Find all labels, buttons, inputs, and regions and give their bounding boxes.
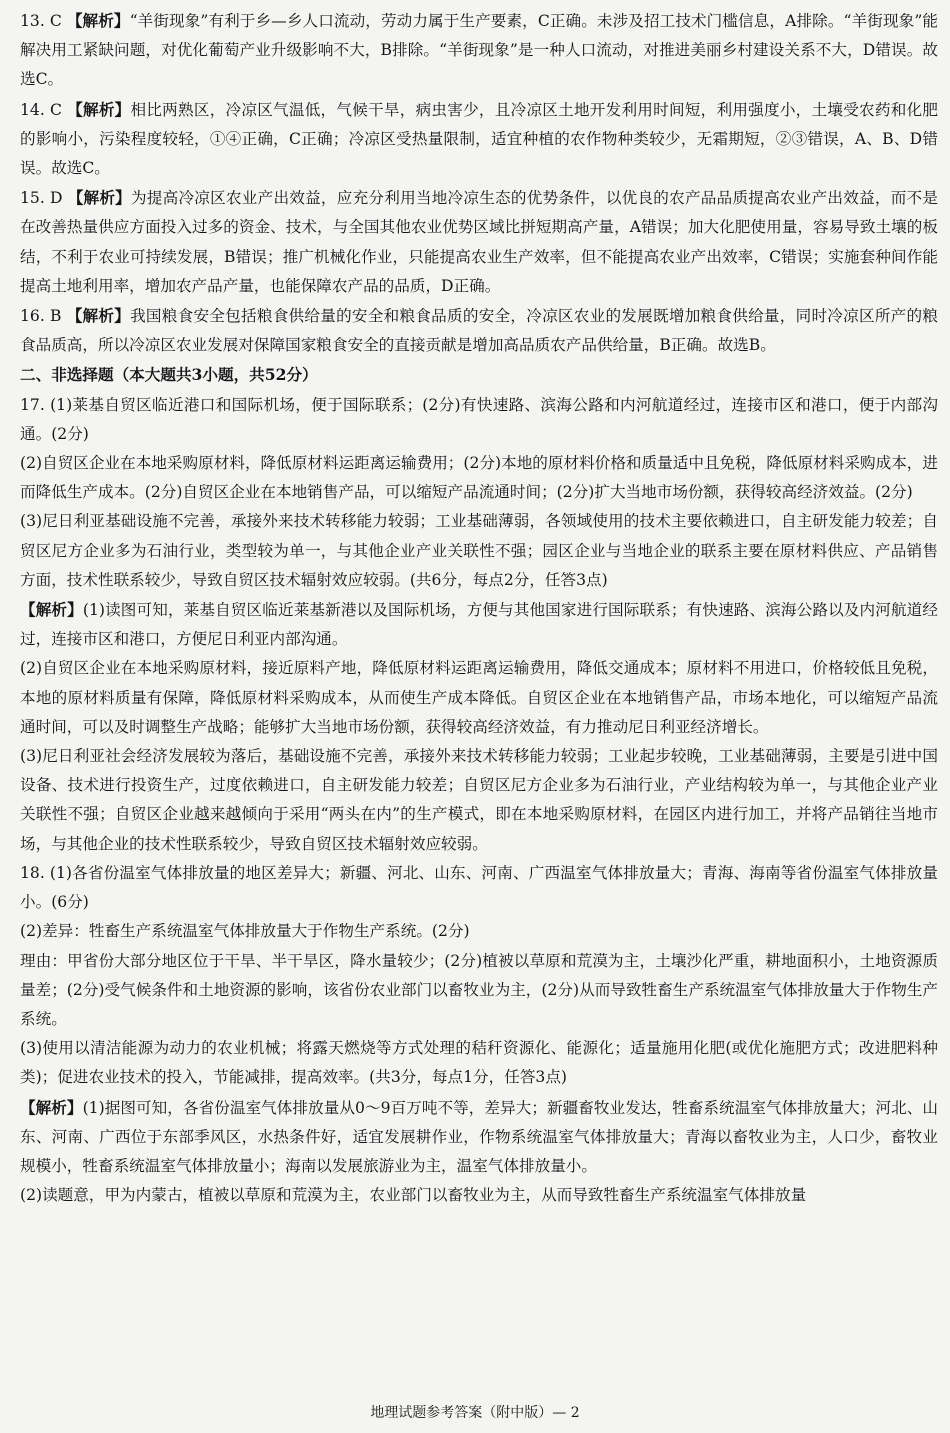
answer-subparagraph [20,654,938,742]
answer-text: (3)使用以清洁能源为动力的农业机械；将露天燃烧等方式处理的秸秆资源化、能源化；适量施用化肥(或优化施肥方式；改进肥料种类)；促进农业技术的投入，节能减排，提高效率。(共3分，每点1分，任答3点) [20,1039,938,1087]
answer-text: (2)读题意，甲为内蒙古，植被以草原和荒漠为主，农业部门以畜牧业为主，从而导致牲畜生产系统温室气体排放量 [20,1186,807,1205]
question-number: 14. C [20,100,68,119]
answer-text: (3)尼日利亚基础设施不完善，承接外来技术转移能力较弱；工业基础薄弱，各领域使用的技术主要依赖进口，自主研发能力较差；自贸区尼方企业多为石油行业，类型较为单一，与其他企业产业关联性不强；园区企业与当地企业的联系主要在原材料供应、产品销售方面，技术性联系较少，导致自贸区技术辐射效应较弱。(共6分，每点2分，任答3点) [20,512,938,589]
answer-content [20,6,938,1210]
analysis-tag: 【解析】 [66,306,131,326]
answer-subparagraph [20,1034,938,1092]
answer-subparagraph [20,742,938,859]
answer-text: 理由：甲省份大部分地区位于干旱、半干旱区，降水量较少；(2分)植被以草原和荒漠为主，土壤沙化严重，耕地面积小，土地资源质量差；(2分)受气候条件和土地资源的影响，该省份农业部门以畜牧业为主，(2分)从而导致牲畜生产系统温室气体排放量大于作物生产系统。 [20,951,938,1028]
analysis-tag: 【解析】 [66,11,130,30]
answer-item [20,95,938,184]
answer-subparagraph [20,1093,938,1182]
answer-item [20,859,938,917]
answer-subparagraph [20,595,938,654]
page-footer: 地理试题参考答案（附中版）— 2 [370,1405,580,1421]
analysis-tag: 【解析】 [67,99,131,119]
answer-text: (2)差异：牲畜生产系统温室气体排放量大于作物生产系统。(2分) [20,922,470,941]
answer-subparagraph [20,1181,938,1210]
question-number: 15. D [20,189,68,208]
analysis-tag: 【解析】 [67,188,131,208]
answer-item [20,6,938,95]
answer-text: (1)莱基自贸区临近港口和国际机场，便于国际联系；(2分)有快速路、滨海公路和内河航道经过，连接市区和港口，便于内部沟通。(2分) [20,395,938,443]
answer-item [20,391,938,449]
answer-text: (2)自贸区企业在本地采购原材料，降低原材料运距离运输费用；(2分)本地的原材料价格和质量适中且免税，降低原材料采购成本，进而降低生产成本。(2分)自贸区企业在本地销售产品，可以缩短产品流通时间；(2分)扩大当地市场份额，获得较高经济效益。(2分) [20,454,938,502]
question-number: 16. B [20,307,67,326]
answer-text: (1)读图可知，莱基自贸区临近莱基新港以及国际机场，方便与其他国家进行国际联系；有快速路、滨海公路以及内河航道经过，连接市区和港口，方便尼日利亚内部沟通。 [20,601,938,649]
answer-item [20,183,938,301]
answer-text: 我国粮食安全包括粮食供给量的安全和粮食品质的安全，冷凉区农业的发展既增加粮食供给量，同时冷凉区所产的粮食品质高，所以冷凉区农业发展对保障国家粮食安全的直接贡献是增加高品质农产品供给量，B正确。故选B。 [20,307,938,355]
answer-text: (1)据图可知，各省份温室气体排放量从0～9百万吨不等，差异大；新疆畜牧业发达，牲畜系统温室气体排放量大；河北、山东、河南、广西位于东部季风区，水热条件好，适宜发展耕作业，作物系统温室气体排放量大；青海以畜牧业为主，人口少，畜牧业规模小，牲畜系统温室气体排放量小；海南以发展旅游业为主，温室气体排放量小。 [20,1098,938,1175]
answer-subparagraph [20,449,938,507]
section-heading [20,360,938,390]
answer-text: 相比两熟区，冷凉区气温低，气候干旱，病虫害少，且冷凉区土地开发利用时间短，利用强度小，土壤受农药和化肥的影响小，污染程度较轻，①④正确，C正确；冷凉区受热量限制，适宜种植的农作物种类较少，无霜期短，②③错误，A、B、D错误。故选C。 [20,100,938,178]
analysis-tag: 【解析】 [20,1097,83,1117]
answer-subparagraph [20,507,938,595]
analysis-tag: 【解析】 [20,600,83,620]
answer-text: 为提高冷凉区农业产出效益，应充分利用当地冷凉生态的优势条件，以优良的农产品品质提高农业产出效益，而不是在改善热量供应方面投入过多的资金、技术，与全国其他农业优势区域比拼短期高产量，A错误；加大化肥使用量，容易导致土壤的板结，不利于农业可持续发展，B错误；推广机械化作业，只能提高农业生产效率，但不能提高农业产出效率，C错误；实施套种间作能提高土地利用率，增加农产品产量，也能保障农产品的品质，D正确。 [20,189,938,295]
answer-text: (3)尼日利亚社会经济发展较为落后，基础设施不完善，承接外来技术转移能力较弱；工业起步较晚，工业基础薄弱，主要是引进中国设备、技术进行投资生产，过度依赖进口，自主研发能力较差；自贸区尼方企业多为石油行业，产业结构较为单一，与其他企业产业关联性不强；自贸区企业越来越倾向于采用“两头在内”的生产模式，即在本地采购原材料，在园区内进行加工，并将产品销往当地市场，与其他企业的技术性联系较少，导致自贸区技术辐射效应较弱。 [20,747,938,853]
answer-text: (2)自贸区企业在本地采购原材料，接近原料产地，降低原材料运距离运输费用，降低交通成本；原材料不用进口，价格较低且免税，本地的原材料质量有保障，降低原材料采购成本，从而使生产成本降低。自贸区企业在本地销售产品，市场本地化，可以缩短产品流通时间，可以及时调整生产战略；能够扩大当地市场份额，获得较高经济效益，有力推动尼日利亚经济增长。 [20,659,938,736]
section-title: 二、非选择题（本大题共3小题，共52分） [20,365,318,385]
answer-text: (1)各省份温室气体排放量的地区差异大；新疆、河北、山东、河南、广西温室气体排放量大；青海、海南等省份温室气体排放量小。(6分) [20,863,939,912]
answer-subparagraph [20,917,938,946]
answer-subparagraph [20,947,938,1035]
answer-item [20,301,938,360]
answer-text: “羊街现象”有利于乡—乡人口流动，劳动力属于生产要素，C正确。未涉及招工技术门槛信息，A排除。“羊街现象”能解决用工紧缺问题，对优化葡萄产业升级影响不大，B排除。“羊街现象”是一种人口流动，对推进美丽乡村建设关系不大，D错误。故选C。 [20,12,938,89]
question-number: 18. [20,863,50,882]
question-number: 13. C [20,12,67,30]
question-number: 17. [20,395,51,414]
